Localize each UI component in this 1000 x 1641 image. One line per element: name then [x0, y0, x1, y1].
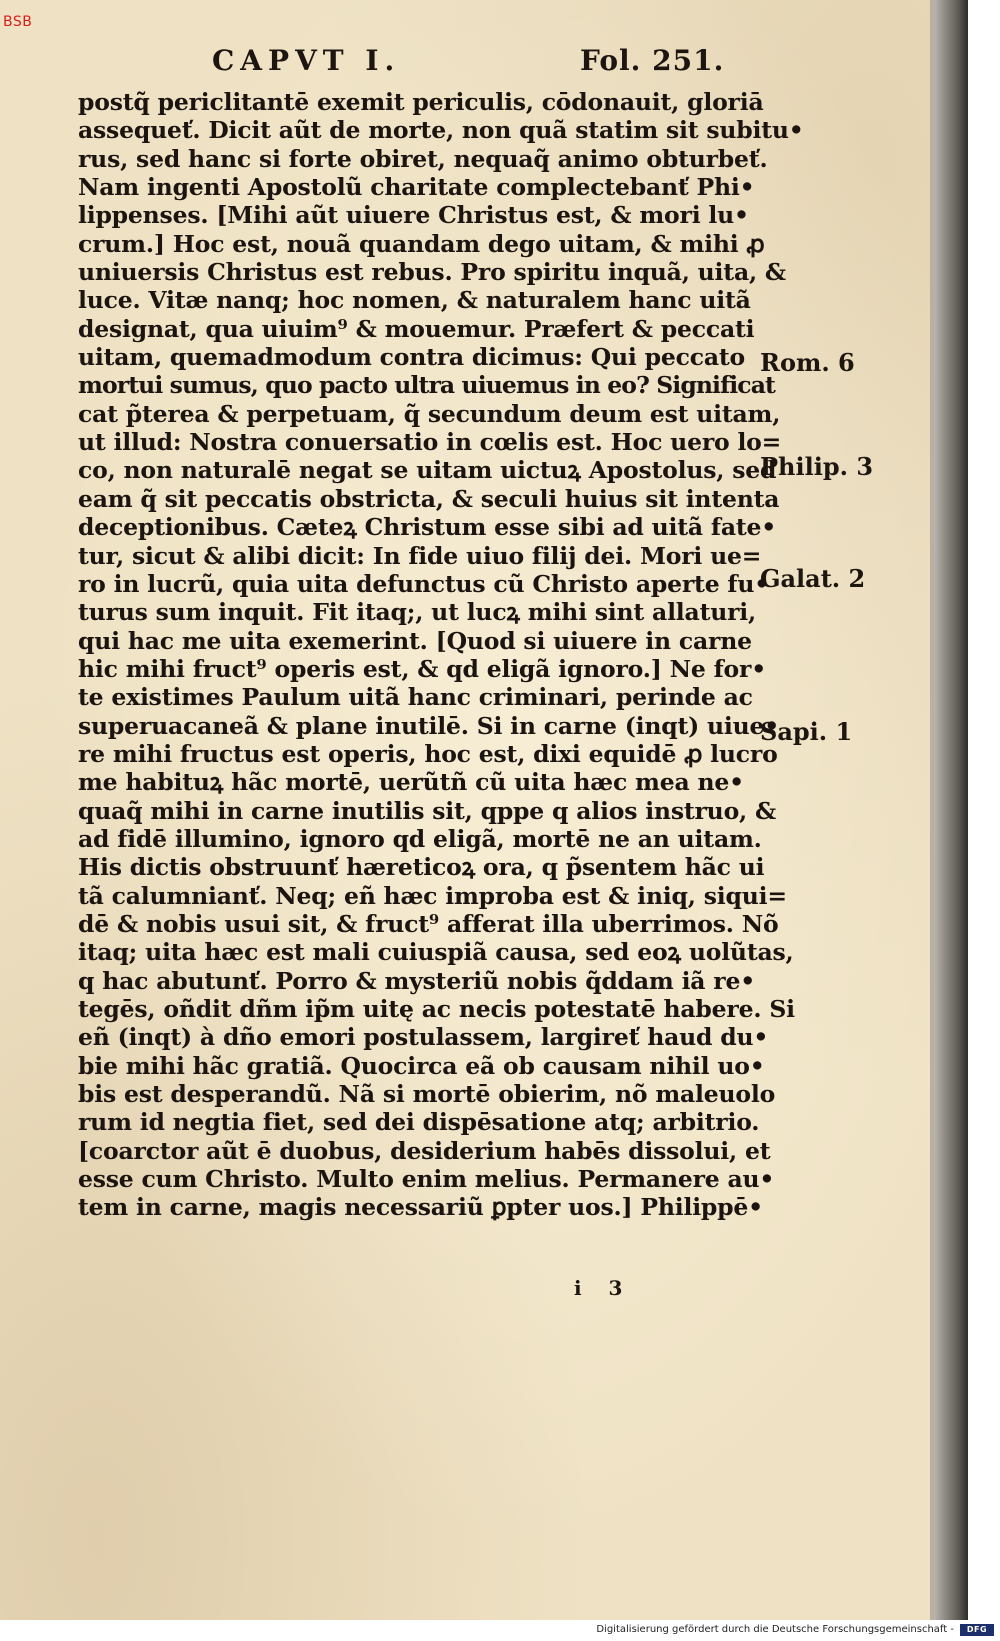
text-line: me habituꝝ hãc mortē, uerũtñ cũ uita hæc mea ne• [78, 768, 744, 797]
bsb-watermark: BSB [3, 14, 33, 30]
signature-mark: i 3 [574, 1276, 633, 1300]
margin-note-rom: Rom. 6 [760, 348, 855, 377]
text-line: deceptionibus. Cæteꝝ Christum esse sibi ad uitã fate• [78, 513, 777, 542]
text-line: co, non naturalē negat se uitam uictuꝝ Apostolus, sed [78, 456, 777, 485]
text-line: tur, sicut & alibi dicit: In fide uiuo filij dei. Mori ue= [78, 541, 762, 570]
text-line: cat p̃terea & perpetuam, q̃ secundum deum est uitam, [78, 399, 781, 428]
text-line: rum id negtia fiet, sed dei dispēsatione atq; arbitrio. [78, 1108, 760, 1137]
text-line: bie mihi hãc gratiã. Quocirca eã ob causam nihil uo• [78, 1051, 765, 1080]
text-line: luce. Vitæ nanq; hoc nomen, & naturalem hanc uitã [78, 286, 751, 315]
text-line: rus, sed hanc si forte obiret, nequaq̃ animo obturbeť. [78, 144, 768, 173]
text-line: re mihi fructus est operis, hoc est, dixi equidē ꝓ lucro [78, 739, 778, 768]
text-line: bis est desperandũ. Nã si mortē obierim, nõ maleuolo [78, 1080, 776, 1109]
text-line: superuacaneã & plane inutilē. Si in carne (inqt) uiue• [78, 711, 780, 740]
text-line: uitam, quemadmodum contra dicimus: Qui peccato [78, 343, 745, 372]
text-line: itaq; uita hæc est mali cuiuspiã causa, sed eoꝝ uolũtas, [78, 938, 794, 967]
folio-number: Fol. 251. [580, 44, 725, 77]
text-line: ut illud: Nostra conuersatio in cœlis est. Hoc uero lo= [78, 428, 782, 457]
funding-credit: Digitalisierung gefördert durch die Deutsche Forschungsgemeinschaft - [596, 1624, 954, 1635]
dfg-logo: DFG [960, 1624, 994, 1636]
chapter-heading: CAPVT I. [212, 44, 401, 77]
margin-note-galat: Galat. 2 [760, 564, 866, 593]
text-line: te existimes Paulum uitã hanc criminari, perinde ac [78, 683, 753, 712]
text-line: ro in lucrũ, quia uita defunctus cũ Christo aperte fu• [78, 569, 770, 598]
text-line: assequeť. Dicit aũt de morte, non quã statim sit subitu• [78, 116, 804, 145]
text-line: dē & nobis usui sit, & fruct⁹ afferat illa uberrimos. Nõ [78, 909, 779, 938]
text-line: postq̃ periclitantē exemit periculis, cōdonauit, gloriā [78, 88, 764, 116]
text-line: esse cum Christo. Multo enim melius. Permanere au• [78, 1165, 775, 1194]
page-edge-shadow [930, 0, 968, 1620]
text-line: lippenses. [Mihi aũt uiuere Christus est, & mori lu• [78, 201, 749, 230]
text-line: mortui sumus, quo pacto ultra uiuemus in eo? Significat [78, 371, 775, 400]
text-line: [coarctor aũt ē duobus, desiderium habēs dissolui, et [78, 1136, 771, 1165]
text-line: Nam ingenti Apostolũ charitate complectebanť Phi• [78, 173, 755, 202]
footer-bar [0, 1620, 1000, 1641]
running-head [0, 44, 930, 84]
text-line: turus sum inquit. Fit itaq;, ut lucꝝ mihi sint allaturi, [78, 598, 756, 627]
text-line: q hac abutunť. Porro & mysteriũ nobis q̃ddam iã re• [78, 966, 756, 995]
text-line: ad fidē illumino, ignoro qd eligã, mortē ne an uitam. [78, 824, 762, 853]
text-line: hic mihi fruct⁹ operis est, & qd eligã ignoro.] Ne for• [78, 654, 767, 683]
margin-note-philip: Philip. 3 [760, 452, 874, 481]
text-line: designat, qua uiuim⁹ & mouemur. Præfert & peccati [78, 314, 755, 343]
body-text [78, 88, 804, 1222]
text-line: tegēs, oñdit dñm ip̃m uitę ac necis potestatē habere. Si [78, 995, 795, 1023]
margin-note-sapi: Sapi. 1 [760, 717, 853, 746]
text-line: tem in carne, magis necessariũ ꝑpter uos.] Philippē• [78, 1193, 763, 1222]
text-line: qui hac me uita exemerint. [Quod si uiuere in carne [78, 626, 752, 655]
text-line: His dictis obstruunť hæreticoꝝ ora, q p̃sentem hãc ui [78, 853, 765, 882]
text-line: crum.] Hoc est, nouã quandam dego uitam, & mihi ꝓ [78, 229, 765, 258]
text-line: eam q̃ sit peccatis obstricta, & seculi huius sit intenta [78, 484, 780, 513]
text-line: quaq̃ mihi in carne inutilis sit, qppe q alios instruo, & [78, 796, 777, 825]
text-line: tã calumnianť. Neq; eñ hæc improba est & iniq, siqui= [78, 881, 787, 910]
text-line: uniuersis Christus est rebus. Pro spiritu inquã, uita, & [78, 258, 786, 287]
text-line: eñ (inqt) à dño emori postulassem, largireť haud du• [78, 1023, 769, 1052]
